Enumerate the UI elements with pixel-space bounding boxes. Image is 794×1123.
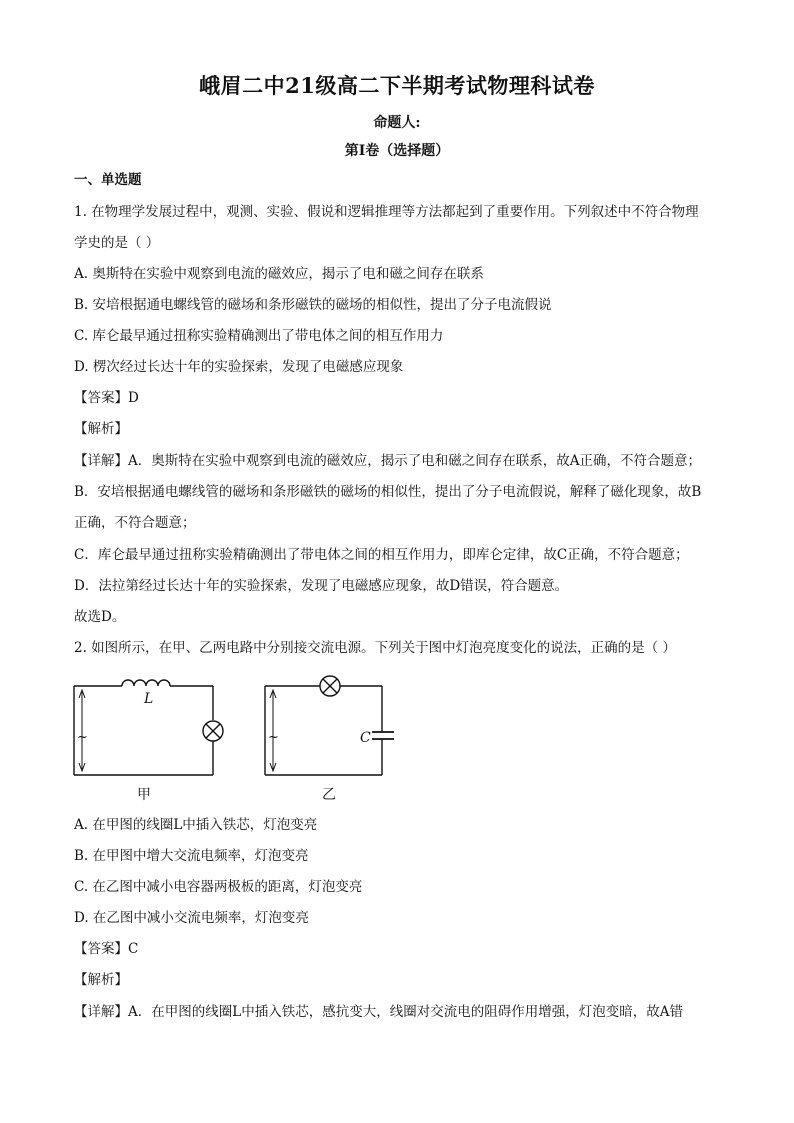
page-title: 峨眉二中21级高二下半期考试物理科试卷 [199, 73, 595, 98]
q1-detail-line4: C．库仑最早通过扭称实验精确测出了带电体之间的相互作用力，即库仑定律，故C正确，不符合题意； [74, 547, 689, 563]
q2-option-d: D. 在乙图中减小交流电频率，灯泡变亮 [74, 910, 309, 926]
volume-heading: 第I卷（选择题） [344, 143, 450, 159]
q2-answer: 【答案】C [74, 941, 139, 957]
q2-option-c: C. 在乙图中减小电容器两极板的距离，灯泡变亮 [74, 879, 363, 895]
circuit-figure [60, 665, 420, 810]
q1-detail-line1: 【详解】A．奥斯特在实验中观察到电流的磁效应，揭示了电和磁之间存在联系，故A正确，不符合题意； [74, 453, 701, 469]
author-line: 命题人: [373, 115, 421, 131]
caption-yi: 乙 [322, 787, 336, 803]
q1-detail-line3: 正确，不符合题意； [74, 515, 196, 531]
ac-symbol-jia: ~ [77, 730, 88, 745]
q1-analysis-label: 【解析】 [74, 421, 128, 437]
q2-option-b: B. 在甲图中增大交流电频率，灯泡变亮 [74, 848, 309, 864]
q1-option-c: C. 库仑最早通过扭称实验精确测出了带电体之间的相互作用力 [74, 328, 444, 344]
q1-option-d: D. 楞次经过长达十年的实验探索，发现了电磁感应现象 [74, 359, 404, 375]
q2-stem: 2. 如图所示，在甲、乙两电路中分别接交流电源。下列关于图中灯泡亮度变化的说法，正确的是（ ） [74, 640, 676, 656]
section-heading: 一、单选题 [74, 172, 142, 188]
caption-jia: 甲 [137, 787, 151, 803]
inductor-coil [122, 680, 170, 686]
inductor-label: L [144, 691, 154, 707]
q1-stem-line1: 1. 在物理学发展过程中，观测、实验、假说和逻辑推理等方法都起到了重要作用。下列叙述中不符合物理 [74, 204, 699, 220]
q2-analysis-label: 【解析】 [74, 972, 128, 988]
q1-stem-line2: 学史的是（ ） [74, 235, 160, 251]
ac-symbol-yi: ~ [268, 730, 279, 745]
q1-detail-line2: B．安培根据通电螺线管的磁场和条形磁铁的磁场的相似性，提出了分子电流假说，解释了磁化现象，故B [74, 484, 702, 500]
q1-option-b: B. 安培根据通电螺线管的磁场和条形磁铁的磁场的相似性，提出了分子电流假说 [74, 297, 552, 313]
capacitor-label: C [360, 730, 371, 746]
q2-option-a: A. 在甲图的线圈L中插入铁芯，灯泡变亮 [74, 817, 318, 833]
q1-option-a: A. 奥斯特在实验中观察到电流的磁效应，揭示了电和磁之间存在联系 [74, 266, 484, 282]
q1-detail-line6: 故选D。 [74, 609, 126, 625]
q1-answer: 【答案】D [74, 390, 139, 406]
q1-detail-line5: D．法拉第经过长达十年的实验探索，发现了电磁感应现象，故D错误，符合题意。 [74, 578, 569, 594]
circuit-yi [265, 676, 394, 775]
q2-detail-line1: 【详解】A．在甲图的线圈L中插入铁芯，感抗变大，线圈对交流电的阻碍作用增强，灯泡变暗，故A错 [74, 1004, 683, 1020]
